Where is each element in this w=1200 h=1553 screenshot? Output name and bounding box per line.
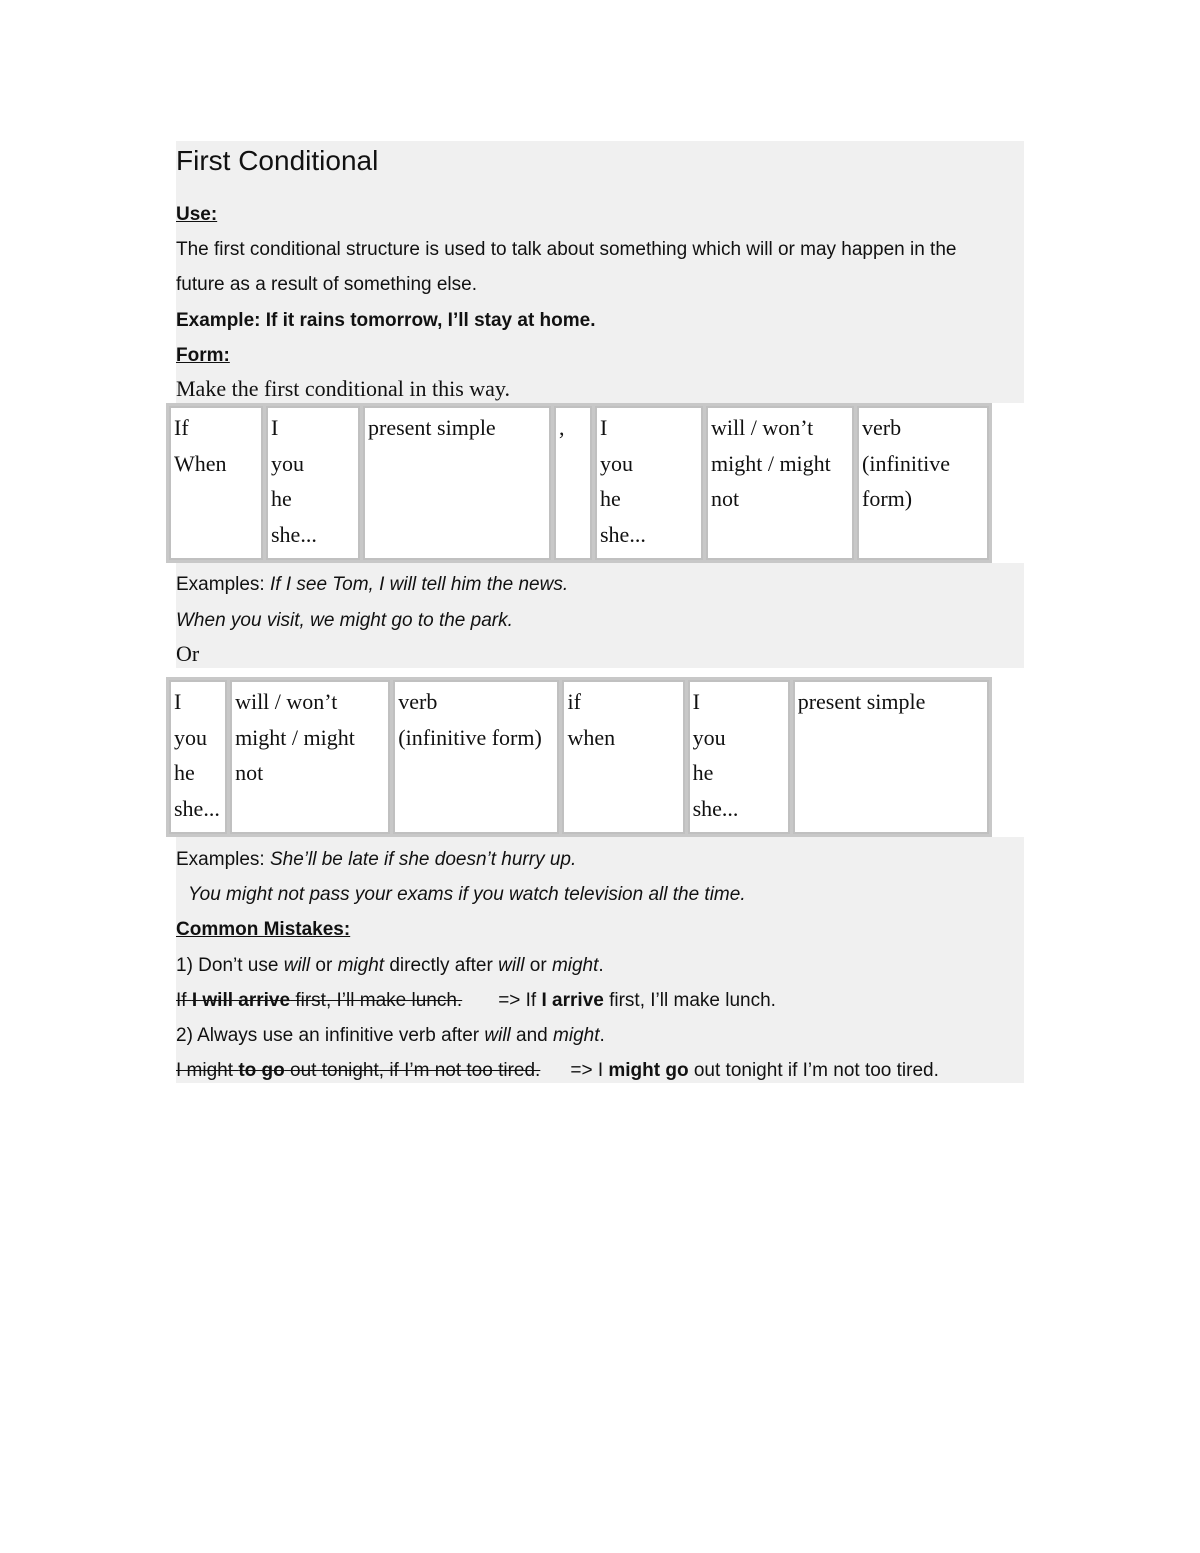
or-text: Or — [176, 641, 200, 666]
cell-line: will / won’t — [711, 415, 814, 440]
examples-label: Examples: — [176, 574, 265, 595]
rule-text: directly after — [384, 955, 499, 976]
rule-text: or — [310, 955, 338, 976]
cell-line: you — [271, 450, 304, 476]
example-label: Example: — [176, 310, 261, 331]
mistake-2-rule — [176, 1024, 605, 1048]
table-cell-subject — [169, 680, 227, 834]
mistakes-heading-text: Common Mistakes: — [176, 919, 351, 940]
cell-line: you — [692, 724, 726, 750]
table-cell-conjunction — [169, 406, 263, 560]
cell-line: I — [174, 689, 182, 714]
cell-line: present simple — [797, 689, 926, 714]
rule-text: 1) Don’t use — [176, 955, 284, 976]
rule-text: and — [510, 1025, 554, 1046]
structure-table-if-second — [166, 677, 992, 837]
use-text-line-1: The first conditional structure is used to talk about something which will or may happen in the — [176, 239, 957, 260]
table-cell-conjunction — [562, 680, 684, 834]
cell-line: not — [235, 760, 264, 785]
cell-line: if — [567, 689, 581, 714]
cell-line: (infinitive — [862, 450, 950, 476]
cell-line: form) — [862, 486, 913, 511]
rule-word: will — [498, 955, 525, 976]
wrong-text: I might — [176, 1060, 239, 1081]
cell-line: will / won’t — [235, 689, 338, 714]
rule-text: 2) Always use an infinitive verb after — [176, 1025, 485, 1046]
cell-line: I — [271, 415, 279, 440]
table-cell-modal — [706, 406, 854, 560]
mistake-1-rule — [176, 954, 604, 978]
correct-text: first, I’ll make lunch. — [603, 990, 776, 1011]
table-cell-tense — [363, 406, 551, 560]
use-heading — [176, 203, 217, 227]
wrong-text: first, I’ll make lunch. — [290, 990, 463, 1011]
structure-table-if-first — [166, 403, 992, 563]
rule-word: might — [551, 955, 599, 976]
arrow-text: => I — [570, 1060, 609, 1081]
cell-line: not — [711, 486, 740, 511]
cell-line: verb — [862, 415, 902, 440]
rule-text: . — [599, 1025, 605, 1046]
correct-bold: I arrive — [541, 990, 604, 1011]
wrong-text: If — [176, 990, 192, 1011]
correct-example — [498, 990, 776, 1011]
use-heading-text: Use: — [176, 204, 218, 225]
examples-line-1 — [176, 573, 568, 597]
table-cell-subject — [688, 680, 790, 834]
table-cell-tense — [793, 680, 989, 834]
example-text: If it rains tomorrow, I’ll stay at home. — [265, 310, 596, 331]
example-sentence-2: When you visit, we might go to the park. — [176, 610, 513, 631]
cell-line: she... — [600, 521, 646, 547]
cell-line: he — [600, 486, 621, 511]
example-sentence-2: You might not pass your exams if you watch television all the time. — [188, 884, 746, 905]
wrong-example — [176, 1060, 540, 1081]
form-heading-text: Form: — [176, 345, 230, 366]
cell-line: might / might — [711, 450, 831, 476]
cell-line: she... — [692, 795, 739, 821]
form-intro: Make the first conditional in this way. — [176, 376, 511, 401]
mistake-2-example — [176, 1059, 939, 1083]
cell-line: I — [600, 415, 608, 440]
table-cell-subject — [266, 406, 360, 560]
rule-word: will — [283, 955, 311, 976]
example-sentence: She’ll be late if she doesn’t hurry up. — [269, 849, 577, 870]
table-cell-verb — [857, 406, 989, 560]
wrong-example — [176, 990, 462, 1011]
examples-section-1 — [176, 563, 1024, 668]
page-title: First Conditional — [176, 145, 379, 176]
examples-line-1 — [176, 848, 576, 872]
cell-line: I — [692, 689, 700, 714]
correct-text: out tonight if I’m not too tired. — [688, 1060, 939, 1081]
cell-line: present simple — [368, 415, 496, 440]
form-heading — [176, 344, 230, 368]
cell-line: (infinitive form) — [398, 724, 542, 750]
cell-line: he — [692, 760, 714, 785]
examples-label: Examples: — [176, 849, 265, 870]
rule-word: might — [337, 955, 385, 976]
wrong-bold: I will arrive — [191, 990, 291, 1011]
cell-line: verb — [398, 689, 438, 714]
rule-word: might — [553, 1025, 600, 1046]
cell-line: might / might — [235, 724, 355, 750]
use-text-line-2: future as a result of something else. — [176, 274, 477, 295]
cell-line: she... — [174, 795, 220, 821]
correct-example — [570, 1060, 939, 1081]
cell-line: you — [600, 450, 633, 476]
cell-line: when — [567, 724, 616, 750]
intro-section — [176, 141, 1024, 403]
table-cell-comma — [554, 406, 592, 560]
cell-line: you — [174, 724, 207, 750]
rule-text: . — [598, 955, 604, 976]
wrong-text: out tonight, if I’m not too tired. — [284, 1060, 541, 1081]
table-cell-subject — [595, 406, 703, 560]
cell-line: , — [559, 415, 565, 440]
examples-and-mistakes-section — [176, 837, 1024, 1083]
cell-line: she... — [271, 521, 317, 547]
mistakes-heading — [176, 918, 350, 942]
table-row — [169, 406, 989, 560]
arrow-text: => If — [498, 990, 542, 1011]
example-sentence: If I see Tom, I will tell him the news. — [269, 574, 569, 595]
cell-line: he — [271, 486, 292, 511]
correct-bold: might go — [608, 1060, 689, 1081]
wrong-bold: to go — [238, 1060, 285, 1081]
rule-text: or — [524, 955, 552, 976]
mistake-1-example — [176, 989, 776, 1013]
table-cell-modal — [230, 680, 390, 834]
cell-line: he — [174, 760, 195, 785]
table-cell-verb — [393, 680, 559, 834]
cell-line: When — [174, 450, 227, 476]
cell-line: If — [174, 415, 189, 440]
table-row — [169, 680, 989, 834]
rule-word: will — [484, 1025, 511, 1046]
example-line — [176, 309, 596, 333]
